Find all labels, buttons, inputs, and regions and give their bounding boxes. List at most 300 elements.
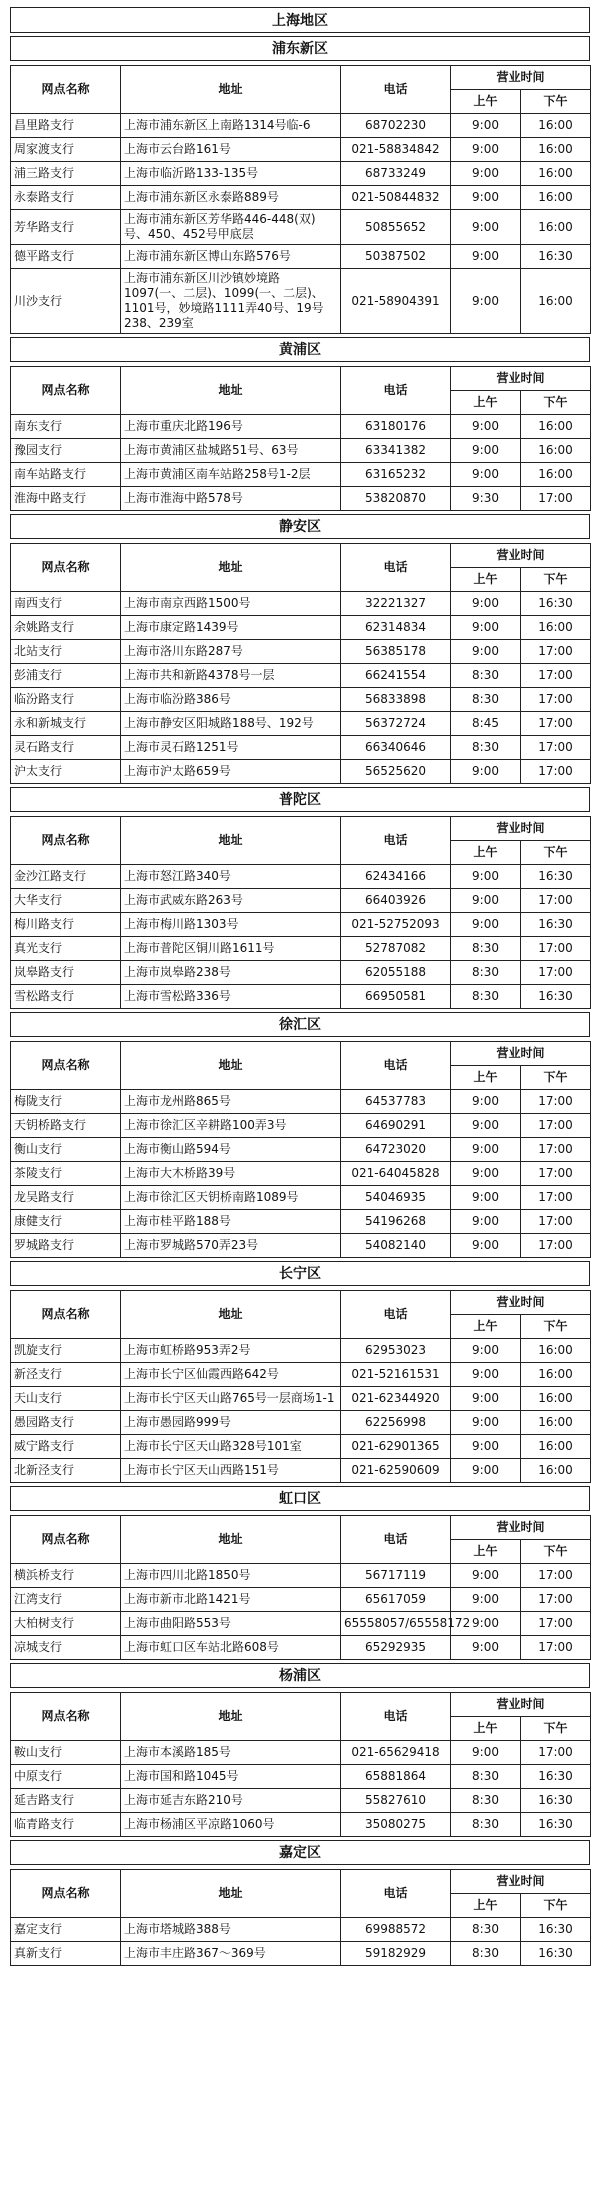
header-business-hours: 营业时间 xyxy=(451,367,591,391)
branch-phone: 53820870 xyxy=(341,487,451,511)
header-phone: 电话 xyxy=(341,1693,451,1741)
branch-phone: 021-58904391 xyxy=(341,269,451,334)
branch-name: 余姚路支行 xyxy=(11,616,121,640)
closing-time: 17:00 xyxy=(521,1636,591,1660)
branch-address: 上海市怒江路340号 xyxy=(121,865,341,889)
closing-time: 16:00 xyxy=(521,210,591,245)
table-row xyxy=(11,664,591,688)
branch-phone: 66340646 xyxy=(341,736,451,760)
branch-address: 上海市长宁区天山西路151号 xyxy=(121,1459,341,1483)
table-row xyxy=(11,616,591,640)
closing-time: 17:00 xyxy=(521,961,591,985)
opening-time: 9:00 xyxy=(451,1363,521,1387)
opening-time: 8:30 xyxy=(451,1765,521,1789)
closing-time: 16:30 xyxy=(521,1942,591,1966)
opening-time: 9:00 xyxy=(451,138,521,162)
branch-address: 上海市雪松路336号 xyxy=(121,985,341,1009)
opening-time: 9:00 xyxy=(451,616,521,640)
district-section xyxy=(10,1663,590,1837)
branch-address: 上海市武威东路263号 xyxy=(121,889,341,913)
header-address: 地址 xyxy=(121,1693,341,1741)
header-row xyxy=(11,817,591,841)
opening-time: 9:00 xyxy=(451,1387,521,1411)
header-branch-name: 网点名称 xyxy=(11,544,121,592)
branch-address: 上海市康定路1439号 xyxy=(121,616,341,640)
branch-address: 上海市本溪路185号 xyxy=(121,1741,341,1765)
branch-address: 上海市沪太路659号 xyxy=(121,760,341,784)
table-row xyxy=(11,1942,591,1966)
opening-time: 9:00 xyxy=(451,889,521,913)
opening-time: 8:30 xyxy=(451,937,521,961)
header-phone: 电话 xyxy=(341,817,451,865)
closing-time: 16:30 xyxy=(521,592,591,616)
table-row xyxy=(11,889,591,913)
branch-name: 川沙支行 xyxy=(11,269,121,334)
branch-address: 上海市桂平路188号 xyxy=(121,1210,341,1234)
branch-name: 金沙江路支行 xyxy=(11,865,121,889)
branch-address: 上海市罗城路570弄23号 xyxy=(121,1234,341,1258)
opening-time: 9:00 xyxy=(451,1339,521,1363)
branch-phone: 68702230 xyxy=(341,114,451,138)
header-row xyxy=(11,1516,591,1540)
closing-time: 16:00 xyxy=(521,186,591,210)
branch-phone: 65881864 xyxy=(341,1765,451,1789)
branch-address: 上海市长宁区仙霞西路642号 xyxy=(121,1363,341,1387)
header-address: 地址 xyxy=(121,544,341,592)
header-morning: 上午 xyxy=(451,1066,521,1090)
branch-name: 南车站路支行 xyxy=(11,463,121,487)
table-row xyxy=(11,1588,591,1612)
branch-name: 嘉定支行 xyxy=(11,1918,121,1942)
branch-address: 上海市黄浦区南车站路258号1-2层 xyxy=(121,463,341,487)
branch-address: 上海市塔城路388号 xyxy=(121,1918,341,1942)
table-row xyxy=(11,245,591,269)
header-afternoon: 下午 xyxy=(521,1315,591,1339)
header-branch-name: 网点名称 xyxy=(11,1042,121,1090)
closing-time: 16:00 xyxy=(521,114,591,138)
opening-time: 9:00 xyxy=(451,865,521,889)
branch-name: 临青路支行 xyxy=(11,1813,121,1837)
header-row xyxy=(11,1693,591,1717)
opening-time: 9:00 xyxy=(451,1186,521,1210)
branch-directory xyxy=(10,7,590,1966)
opening-time: 9:00 xyxy=(451,592,521,616)
header-address: 地址 xyxy=(121,1042,341,1090)
branch-address: 上海市普陀区铜川路1611号 xyxy=(121,937,341,961)
branch-name: 灵石路支行 xyxy=(11,736,121,760)
branch-name: 永和新城支行 xyxy=(11,712,121,736)
closing-time: 17:00 xyxy=(521,937,591,961)
branch-phone: 64537783 xyxy=(341,1090,451,1114)
branch-phone: 63180176 xyxy=(341,415,451,439)
closing-time: 16:00 xyxy=(521,439,591,463)
closing-time: 16:00 xyxy=(521,1363,591,1387)
branch-phone: 021-65629418 xyxy=(341,1741,451,1765)
table-row xyxy=(11,1162,591,1186)
branch-name: 岚皋路支行 xyxy=(11,961,121,985)
header-address: 地址 xyxy=(121,367,341,415)
district-section xyxy=(10,1261,590,1483)
header-branch-name: 网点名称 xyxy=(11,66,121,114)
table-row xyxy=(11,688,591,712)
district-title: 长宁区 xyxy=(10,1261,590,1286)
table-row xyxy=(11,592,591,616)
closing-time: 16:00 xyxy=(521,1387,591,1411)
branch-name: 沪太支行 xyxy=(11,760,121,784)
branch-phone: 56833898 xyxy=(341,688,451,712)
header-morning: 上午 xyxy=(451,1315,521,1339)
branch-name: 天山支行 xyxy=(11,1387,121,1411)
opening-time: 8:30 xyxy=(451,961,521,985)
branch-name: 南东支行 xyxy=(11,415,121,439)
branch-phone: 50387502 xyxy=(341,245,451,269)
branch-name: 茶陵支行 xyxy=(11,1162,121,1186)
header-business-hours: 营业时间 xyxy=(451,1291,591,1315)
opening-time: 9:00 xyxy=(451,1741,521,1765)
opening-time: 8:45 xyxy=(451,712,521,736)
branch-address: 上海市黄浦区盐城路51号、63号 xyxy=(121,439,341,463)
closing-time: 16:00 xyxy=(521,138,591,162)
header-business-hours: 营业时间 xyxy=(451,1042,591,1066)
district-section xyxy=(10,787,590,1009)
table-row xyxy=(11,913,591,937)
closing-time: 17:00 xyxy=(521,1564,591,1588)
branch-name: 周家渡支行 xyxy=(11,138,121,162)
header-afternoon: 下午 xyxy=(521,90,591,114)
branch-phone: 54196268 xyxy=(341,1210,451,1234)
table-row xyxy=(11,961,591,985)
closing-time: 17:00 xyxy=(521,1090,591,1114)
branch-phone: 021-50844832 xyxy=(341,186,451,210)
header-branch-name: 网点名称 xyxy=(11,1516,121,1564)
branch-table xyxy=(10,1869,591,1966)
table-row xyxy=(11,1765,591,1789)
closing-time: 17:00 xyxy=(521,736,591,760)
branch-name: 衡山支行 xyxy=(11,1138,121,1162)
branch-table xyxy=(10,65,591,334)
header-phone: 电话 xyxy=(341,1042,451,1090)
opening-time: 8:30 xyxy=(451,1918,521,1942)
header-phone: 电话 xyxy=(341,1870,451,1918)
header-row xyxy=(11,66,591,90)
closing-time: 16:00 xyxy=(521,616,591,640)
branch-phone: 66950581 xyxy=(341,985,451,1009)
closing-time: 17:00 xyxy=(521,1114,591,1138)
branch-phone: 62256998 xyxy=(341,1411,451,1435)
header-address: 地址 xyxy=(121,1291,341,1339)
closing-time: 17:00 xyxy=(521,1162,591,1186)
table-row xyxy=(11,487,591,511)
branch-name: 愚园路支行 xyxy=(11,1411,121,1435)
branch-address: 上海市浦东新区川沙镇妙境路1097(一、二层)、1099(一、二层)、1101号，妙境路1111弄40号、19号238、239室 xyxy=(121,269,341,334)
header-address: 地址 xyxy=(121,66,341,114)
table-row xyxy=(11,937,591,961)
district-title: 静安区 xyxy=(10,514,590,539)
branch-name: 中原支行 xyxy=(11,1765,121,1789)
table-row xyxy=(11,1741,591,1765)
header-branch-name: 网点名称 xyxy=(11,1693,121,1741)
branch-phone: 35080275 xyxy=(341,1813,451,1837)
header-phone: 电话 xyxy=(341,544,451,592)
branch-address: 上海市龙州路865号 xyxy=(121,1090,341,1114)
branch-name: 鞍山支行 xyxy=(11,1741,121,1765)
opening-time: 8:30 xyxy=(451,736,521,760)
table-row xyxy=(11,1813,591,1837)
branch-address: 上海市岚皋路238号 xyxy=(121,961,341,985)
closing-time: 16:00 xyxy=(521,463,591,487)
table-row xyxy=(11,439,591,463)
closing-time: 16:00 xyxy=(521,415,591,439)
opening-time: 9:00 xyxy=(451,1459,521,1483)
closing-time: 17:00 xyxy=(521,688,591,712)
opening-time: 9:30 xyxy=(451,487,521,511)
branch-address: 上海市临沂路133-135号 xyxy=(121,162,341,186)
district-section xyxy=(10,1012,590,1258)
closing-time: 17:00 xyxy=(521,1210,591,1234)
table-row xyxy=(11,415,591,439)
branch-address: 上海市重庆北路196号 xyxy=(121,415,341,439)
header-business-hours: 营业时间 xyxy=(451,1870,591,1894)
opening-time: 9:00 xyxy=(451,640,521,664)
closing-time: 17:00 xyxy=(521,1234,591,1258)
district-section xyxy=(10,514,590,784)
branch-address: 上海市长宁区天山路765号一层商场1-1 xyxy=(121,1387,341,1411)
closing-time: 17:00 xyxy=(521,487,591,511)
branch-address: 上海市浦东新区芳华路446-448(双)号、450、452号甲底层 xyxy=(121,210,341,245)
table-row xyxy=(11,712,591,736)
table-row xyxy=(11,1387,591,1411)
branch-name: 大柏树支行 xyxy=(11,1612,121,1636)
closing-time: 17:00 xyxy=(521,1138,591,1162)
header-branch-name: 网点名称 xyxy=(11,1870,121,1918)
closing-time: 16:00 xyxy=(521,1459,591,1483)
branch-name: 昌里路支行 xyxy=(11,114,121,138)
branch-name: 豫园支行 xyxy=(11,439,121,463)
branch-name: 延吉路支行 xyxy=(11,1789,121,1813)
branch-address: 上海市衡山路594号 xyxy=(121,1138,341,1162)
opening-time: 9:00 xyxy=(451,1564,521,1588)
branch-phone: 62434166 xyxy=(341,865,451,889)
opening-time: 9:00 xyxy=(451,210,521,245)
branch-table xyxy=(10,816,591,1009)
header-address: 地址 xyxy=(121,1870,341,1918)
branch-name: 康健支行 xyxy=(11,1210,121,1234)
header-afternoon: 下午 xyxy=(521,1717,591,1741)
branch-name: 凉城支行 xyxy=(11,1636,121,1660)
branch-address: 上海市杨浦区平凉路1060号 xyxy=(121,1813,341,1837)
opening-time: 9:00 xyxy=(451,463,521,487)
table-row xyxy=(11,162,591,186)
header-branch-name: 网点名称 xyxy=(11,817,121,865)
header-branch-name: 网点名称 xyxy=(11,367,121,415)
branch-address: 上海市浦东新区永泰路889号 xyxy=(121,186,341,210)
table-row xyxy=(11,736,591,760)
opening-time: 9:00 xyxy=(451,186,521,210)
closing-time: 17:00 xyxy=(521,664,591,688)
closing-time: 17:00 xyxy=(521,1741,591,1765)
header-branch-name: 网点名称 xyxy=(11,1291,121,1339)
opening-time: 9:00 xyxy=(451,162,521,186)
table-row xyxy=(11,1918,591,1942)
branch-phone: 63165232 xyxy=(341,463,451,487)
branch-name: 大华支行 xyxy=(11,889,121,913)
header-row xyxy=(11,367,591,391)
branch-address: 上海市虹桥路953弄2号 xyxy=(121,1339,341,1363)
table-row xyxy=(11,210,591,245)
branch-name: 真光支行 xyxy=(11,937,121,961)
branch-table xyxy=(10,543,591,784)
table-row xyxy=(11,1636,591,1660)
branch-phone: 69988572 xyxy=(341,1918,451,1942)
branch-address: 上海市长宁区天山路328号101室 xyxy=(121,1435,341,1459)
table-row xyxy=(11,269,591,334)
branch-name: 芳华路支行 xyxy=(11,210,121,245)
closing-time: 16:30 xyxy=(521,865,591,889)
branch-table xyxy=(10,1515,591,1660)
branch-phone: 021-52161531 xyxy=(341,1363,451,1387)
opening-time: 8:30 xyxy=(451,1789,521,1813)
closing-time: 16:30 xyxy=(521,1789,591,1813)
header-business-hours: 营业时间 xyxy=(451,66,591,90)
district-title: 浦东新区 xyxy=(10,36,590,61)
table-row xyxy=(11,1090,591,1114)
branch-address: 上海市浦东新区博山东路576号 xyxy=(121,245,341,269)
header-morning: 上午 xyxy=(451,90,521,114)
opening-time: 9:00 xyxy=(451,1588,521,1612)
branch-name: 梅川路支行 xyxy=(11,913,121,937)
closing-time: 16:00 xyxy=(521,269,591,334)
opening-time: 9:00 xyxy=(451,1435,521,1459)
opening-time: 9:00 xyxy=(451,1162,521,1186)
branch-address: 上海市云台路161号 xyxy=(121,138,341,162)
header-afternoon: 下午 xyxy=(521,1540,591,1564)
branch-name: 横浜桥支行 xyxy=(11,1564,121,1588)
header-address: 地址 xyxy=(121,817,341,865)
branch-address: 上海市洛川东路287号 xyxy=(121,640,341,664)
branch-phone: 65292935 xyxy=(341,1636,451,1660)
district-section xyxy=(10,1840,590,1966)
closing-time: 16:30 xyxy=(521,1765,591,1789)
branch-name: 新泾支行 xyxy=(11,1363,121,1387)
header-afternoon: 下午 xyxy=(521,568,591,592)
branch-address: 上海市静安区阳城路188号、192号 xyxy=(121,712,341,736)
table-row xyxy=(11,1459,591,1483)
branch-phone: 021-52752093 xyxy=(341,913,451,937)
closing-time: 17:00 xyxy=(521,712,591,736)
branch-name: 梅陇支行 xyxy=(11,1090,121,1114)
header-business-hours: 营业时间 xyxy=(451,817,591,841)
district-section xyxy=(10,337,590,511)
opening-time: 9:00 xyxy=(451,114,521,138)
branch-name: 北新泾支行 xyxy=(11,1459,121,1483)
branch-phone: 021-62901365 xyxy=(341,1435,451,1459)
branch-name: 天钥桥路支行 xyxy=(11,1114,121,1138)
branch-address: 上海市延吉东路210号 xyxy=(121,1789,341,1813)
header-morning: 上午 xyxy=(451,1540,521,1564)
header-address: 地址 xyxy=(121,1516,341,1564)
branch-phone: 56385178 xyxy=(341,640,451,664)
branch-table xyxy=(10,1041,591,1258)
branch-name: 永泰路支行 xyxy=(11,186,121,210)
header-afternoon: 下午 xyxy=(521,841,591,865)
branch-table xyxy=(10,1290,591,1483)
header-morning: 上午 xyxy=(451,391,521,415)
branch-address: 上海市徐汇区天钥桥南路1089号 xyxy=(121,1186,341,1210)
branch-phone: 50855652 xyxy=(341,210,451,245)
table-row xyxy=(11,1435,591,1459)
opening-time: 9:00 xyxy=(451,269,521,334)
branch-phone: 62055188 xyxy=(341,961,451,985)
header-afternoon: 下午 xyxy=(521,391,591,415)
branch-address: 上海市四川北路1850号 xyxy=(121,1564,341,1588)
branch-phone: 52787082 xyxy=(341,937,451,961)
branch-phone: 54046935 xyxy=(341,1186,451,1210)
opening-time: 9:00 xyxy=(451,1090,521,1114)
branch-name: 淮海中路支行 xyxy=(11,487,121,511)
opening-time: 9:00 xyxy=(451,245,521,269)
branch-address: 上海市新市北路1421号 xyxy=(121,1588,341,1612)
header-phone: 电话 xyxy=(341,367,451,415)
branch-address: 上海市愚园路999号 xyxy=(121,1411,341,1435)
closing-time: 16:30 xyxy=(521,913,591,937)
branch-address: 上海市浦东新区上南路1314号临-6 xyxy=(121,114,341,138)
branch-phone: 021-64045828 xyxy=(341,1162,451,1186)
opening-time: 9:00 xyxy=(451,1234,521,1258)
opening-time: 8:30 xyxy=(451,1942,521,1966)
opening-time: 9:00 xyxy=(451,415,521,439)
header-row xyxy=(11,544,591,568)
branch-phone: 56525620 xyxy=(341,760,451,784)
header-phone: 电话 xyxy=(341,1291,451,1339)
header-row xyxy=(11,1291,591,1315)
district-title: 普陀区 xyxy=(10,787,590,812)
branch-phone: 66241554 xyxy=(341,664,451,688)
header-morning: 上午 xyxy=(451,1894,521,1918)
header-business-hours: 营业时间 xyxy=(451,1516,591,1540)
closing-time: 16:30 xyxy=(521,985,591,1009)
table-row xyxy=(11,1234,591,1258)
table-row xyxy=(11,640,591,664)
table-row xyxy=(11,1612,591,1636)
opening-time: 9:00 xyxy=(451,1210,521,1234)
closing-time: 17:00 xyxy=(521,1186,591,1210)
table-row xyxy=(11,1411,591,1435)
closing-time: 16:30 xyxy=(521,1813,591,1837)
branch-address: 上海市徐汇区辛耕路100弄3号 xyxy=(121,1114,341,1138)
table-row xyxy=(11,186,591,210)
branch-phone: 56372724 xyxy=(341,712,451,736)
header-business-hours: 营业时间 xyxy=(451,1693,591,1717)
district-title: 徐汇区 xyxy=(10,1012,590,1037)
table-row xyxy=(11,1789,591,1813)
header-row xyxy=(11,1042,591,1066)
branch-name: 江湾支行 xyxy=(11,1588,121,1612)
branch-phone: 021-58834842 xyxy=(341,138,451,162)
opening-time: 9:00 xyxy=(451,1114,521,1138)
branch-address: 上海市曲阳路553号 xyxy=(121,1612,341,1636)
closing-time: 16:00 xyxy=(521,162,591,186)
opening-time: 9:00 xyxy=(451,1138,521,1162)
opening-time: 9:00 xyxy=(451,760,521,784)
branch-phone: 66403926 xyxy=(341,889,451,913)
branch-phone: 63341382 xyxy=(341,439,451,463)
table-row xyxy=(11,1114,591,1138)
branch-name: 罗城路支行 xyxy=(11,1234,121,1258)
district-list xyxy=(10,36,590,1966)
opening-time: 9:00 xyxy=(451,1636,521,1660)
opening-time: 8:30 xyxy=(451,688,521,712)
page-title: 上海地区 xyxy=(10,7,590,33)
